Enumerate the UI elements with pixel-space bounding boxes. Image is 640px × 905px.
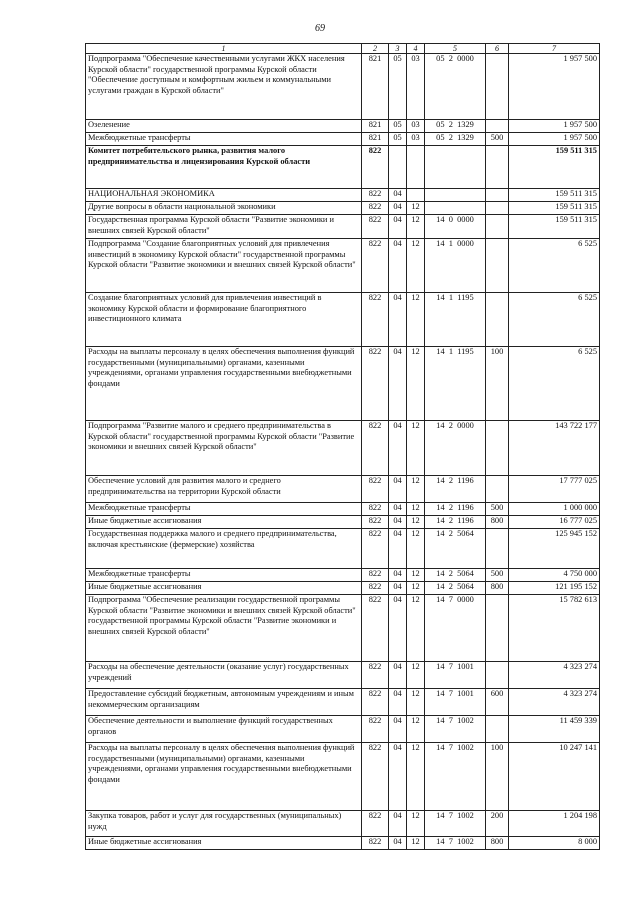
subsection-cell: 12 bbox=[407, 529, 425, 569]
subsection-cell: 12 bbox=[407, 347, 425, 421]
admin-code-cell: 822 bbox=[362, 347, 389, 421]
section-cell: 04 bbox=[389, 516, 407, 529]
row-name-cell: Государственная поддержка малого и среднего предпринимательства, включая крестьянские (фермерские) хозяйства bbox=[86, 529, 362, 569]
row-name-cell: Обеспечение деятельности и выполнение функций государственных органов bbox=[86, 716, 362, 743]
table-row bbox=[86, 529, 600, 569]
expense-type-cell bbox=[486, 120, 509, 133]
row-name-cell: Подпрограмма "Создание благоприятных условий для привлечения инвестиций в экономику Курской области" государственной программы Курской области "Развитие экономики и внешних связей Курской области" bbox=[86, 239, 362, 293]
amount-cell: 11 459 339 bbox=[509, 716, 600, 743]
admin-code-cell: 822 bbox=[362, 569, 389, 582]
target-article-cell: 14 7 1002 bbox=[425, 716, 486, 743]
subsection-cell: 03 bbox=[407, 54, 425, 120]
subsection-cell bbox=[407, 146, 425, 189]
target-article-cell bbox=[425, 202, 486, 215]
admin-code-cell: 822 bbox=[362, 716, 389, 743]
subsection-cell: 03 bbox=[407, 120, 425, 133]
expense-type-cell bbox=[486, 662, 509, 689]
subsection-cell: 12 bbox=[407, 716, 425, 743]
subsection-cell: 12 bbox=[407, 595, 425, 662]
amount-cell: 143 722 177 bbox=[509, 421, 600, 476]
section-cell: 04 bbox=[389, 662, 407, 689]
amount-cell: 159 511 315 bbox=[509, 202, 600, 215]
amount-cell: 6 525 bbox=[509, 347, 600, 421]
section-cell: 04 bbox=[389, 215, 407, 239]
section-cell: 04 bbox=[389, 743, 407, 811]
table-row bbox=[86, 582, 600, 595]
row-name-cell: Иные бюджетные ассигнования bbox=[86, 516, 362, 529]
subsection-cell: 12 bbox=[407, 837, 425, 850]
target-article-cell bbox=[425, 189, 486, 202]
row-name-cell: Иные бюджетные ассигнования bbox=[86, 582, 362, 595]
target-article-cell: 14 2 5064 bbox=[425, 529, 486, 569]
admin-code-cell: 822 bbox=[362, 421, 389, 476]
row-name-cell: Межбюджетные трансферты bbox=[86, 133, 362, 146]
section-cell: 04 bbox=[389, 239, 407, 293]
section-cell: 04 bbox=[389, 421, 407, 476]
amount-cell: 1 957 500 bbox=[509, 54, 600, 120]
subsection-cell: 12 bbox=[407, 516, 425, 529]
row-name-cell: Озеленение bbox=[86, 120, 362, 133]
admin-code-cell: 822 bbox=[362, 293, 389, 347]
expense-type-cell: 500 bbox=[486, 569, 509, 582]
amount-cell: 4 323 274 bbox=[509, 662, 600, 689]
target-article-cell: 14 0 0000 bbox=[425, 215, 486, 239]
subsection-cell: 12 bbox=[407, 215, 425, 239]
section-cell: 04 bbox=[389, 347, 407, 421]
expense-type-cell bbox=[486, 476, 509, 503]
admin-code-cell: 822 bbox=[362, 811, 389, 837]
row-name-cell: Иные бюджетные ассигнования bbox=[86, 837, 362, 850]
admin-code-cell: 822 bbox=[362, 202, 389, 215]
admin-code-cell: 822 bbox=[362, 662, 389, 689]
section-cell: 04 bbox=[389, 569, 407, 582]
header-cell: 3 bbox=[389, 44, 407, 54]
section-cell bbox=[389, 146, 407, 189]
section-cell: 04 bbox=[389, 595, 407, 662]
table-row bbox=[86, 837, 600, 850]
row-name-cell: Подпрограмма "Обеспечение качественными услугами ЖКХ населения Курской области" государственной программы Курской области "Обеспечение доступным и комфортным жильем и коммунальными услугами граждан в Курской области" bbox=[86, 54, 362, 120]
target-article-cell: 14 2 1196 bbox=[425, 503, 486, 516]
expense-type-cell bbox=[486, 215, 509, 239]
target-article-cell: 14 2 0000 bbox=[425, 421, 486, 476]
section-cell: 05 bbox=[389, 54, 407, 120]
expense-type-cell bbox=[486, 421, 509, 476]
target-article-cell: 14 7 1001 bbox=[425, 662, 486, 689]
subsection-cell: 12 bbox=[407, 743, 425, 811]
admin-code-cell: 822 bbox=[362, 595, 389, 662]
table-row bbox=[86, 133, 600, 146]
section-cell: 04 bbox=[389, 503, 407, 516]
header-cell: 6 bbox=[486, 44, 509, 54]
table-row bbox=[86, 54, 600, 120]
expense-type-cell bbox=[486, 716, 509, 743]
target-article-cell: 05 2 1329 bbox=[425, 133, 486, 146]
table-row bbox=[86, 146, 600, 189]
admin-code-cell: 821 bbox=[362, 54, 389, 120]
section-cell: 04 bbox=[389, 689, 407, 716]
amount-cell: 1 204 198 bbox=[509, 811, 600, 837]
expense-type-cell bbox=[486, 529, 509, 569]
table-header bbox=[86, 44, 600, 54]
table-row bbox=[86, 595, 600, 662]
expense-type-cell bbox=[486, 54, 509, 120]
subsection-cell bbox=[407, 189, 425, 202]
row-name-cell: Подпрограмма "Обеспечение реализации государственной программы Курской области "Развитие экономики и внешних связей Курской области" государственной программы Курской области "Развитие экономики и внешних связей Курской области" bbox=[86, 595, 362, 662]
amount-cell: 125 945 152 bbox=[509, 529, 600, 569]
table-row bbox=[86, 239, 600, 293]
table-row bbox=[86, 743, 600, 811]
target-article-cell bbox=[425, 146, 486, 189]
subsection-cell: 12 bbox=[407, 293, 425, 347]
amount-cell: 6 525 bbox=[509, 239, 600, 293]
amount-cell: 121 195 152 bbox=[509, 582, 600, 595]
section-cell: 05 bbox=[389, 120, 407, 133]
target-article-cell: 05 2 1329 bbox=[425, 120, 486, 133]
section-cell: 04 bbox=[389, 529, 407, 569]
target-article-cell: 14 2 1196 bbox=[425, 516, 486, 529]
target-article-cell: 14 7 0000 bbox=[425, 595, 486, 662]
admin-code-cell: 822 bbox=[362, 146, 389, 189]
table-row bbox=[86, 189, 600, 202]
row-name-cell: Государственная программа Курской области "Развитие экономики и внешних связей Курской области" bbox=[86, 215, 362, 239]
subsection-cell: 12 bbox=[407, 582, 425, 595]
expense-type-cell: 200 bbox=[486, 811, 509, 837]
amount-cell: 8 000 bbox=[509, 837, 600, 850]
admin-code-cell: 822 bbox=[362, 476, 389, 503]
admin-code-cell: 822 bbox=[362, 837, 389, 850]
subsection-cell: 12 bbox=[407, 569, 425, 582]
admin-code-cell: 822 bbox=[362, 516, 389, 529]
table-row bbox=[86, 215, 600, 239]
table-row bbox=[86, 347, 600, 421]
target-article-cell: 14 1 1195 bbox=[425, 293, 486, 347]
table-row bbox=[86, 716, 600, 743]
header-cell: 5 bbox=[425, 44, 486, 54]
section-cell: 05 bbox=[389, 133, 407, 146]
amount-cell: 4 323 274 bbox=[509, 689, 600, 716]
row-name-cell: Обеспечение условий для развития малого и среднего предпринимательства на территории Курской области bbox=[86, 476, 362, 503]
amount-cell: 10 247 141 bbox=[509, 743, 600, 811]
header-cell: 2 bbox=[362, 44, 389, 54]
expense-type-cell bbox=[486, 293, 509, 347]
expense-type-cell: 800 bbox=[486, 516, 509, 529]
target-article-cell: 14 2 5064 bbox=[425, 582, 486, 595]
budget-table bbox=[85, 43, 600, 850]
section-cell: 04 bbox=[389, 202, 407, 215]
section-cell: 04 bbox=[389, 811, 407, 837]
subsection-cell: 03 bbox=[407, 133, 425, 146]
row-name-cell: Межбюджетные трансферты bbox=[86, 503, 362, 516]
subsection-cell: 12 bbox=[407, 476, 425, 503]
page-number: 69 bbox=[315, 23, 325, 34]
subsection-cell: 12 bbox=[407, 689, 425, 716]
expense-type-cell: 500 bbox=[486, 503, 509, 516]
amount-cell: 6 525 bbox=[509, 293, 600, 347]
admin-code-cell: 822 bbox=[362, 189, 389, 202]
expense-type-cell bbox=[486, 595, 509, 662]
expense-type-cell: 100 bbox=[486, 347, 509, 421]
amount-cell: 159 511 315 bbox=[509, 215, 600, 239]
target-article-cell: 14 7 1001 bbox=[425, 689, 486, 716]
admin-code-cell: 822 bbox=[362, 239, 389, 293]
section-cell: 04 bbox=[389, 582, 407, 595]
admin-code-cell: 822 bbox=[362, 582, 389, 595]
table-body bbox=[86, 54, 600, 850]
admin-code-cell: 821 bbox=[362, 133, 389, 146]
expense-type-cell bbox=[486, 146, 509, 189]
amount-cell: 159 511 315 bbox=[509, 146, 600, 189]
row-name-cell: НАЦИОНАЛЬНАЯ ЭКОНОМИКА bbox=[86, 189, 362, 202]
expense-type-cell: 800 bbox=[486, 837, 509, 850]
table-row bbox=[86, 476, 600, 503]
section-cell: 04 bbox=[389, 716, 407, 743]
target-article-cell: 14 7 1002 bbox=[425, 837, 486, 850]
row-name-cell: Создание благоприятных условий для привлечения инвестиций в экономику Курской области и формирование благоприятного инвестиционного климата bbox=[86, 293, 362, 347]
row-name-cell: Межбюджетные трансферты bbox=[86, 569, 362, 582]
expense-type-cell: 600 bbox=[486, 689, 509, 716]
row-name-cell: Подпрограмма "Развитие малого и среднего предпринимательства в Курской области" государственной программы Курской области "Развитие экономики и внешних связей Курской области" bbox=[86, 421, 362, 476]
header-cell: 4 bbox=[407, 44, 425, 54]
target-article-cell: 14 2 1196 bbox=[425, 476, 486, 503]
row-name-cell: Закупка товаров, работ и услуг для государственных (муниципальных) нужд bbox=[86, 811, 362, 837]
expense-type-cell bbox=[486, 202, 509, 215]
section-cell: 04 bbox=[389, 293, 407, 347]
amount-cell: 1 000 000 bbox=[509, 503, 600, 516]
expense-type-cell bbox=[486, 239, 509, 293]
table-row bbox=[86, 689, 600, 716]
table-row bbox=[86, 662, 600, 689]
admin-code-cell: 822 bbox=[362, 503, 389, 516]
subsection-cell: 12 bbox=[407, 503, 425, 516]
amount-cell: 4 750 000 bbox=[509, 569, 600, 582]
subsection-cell: 12 bbox=[407, 662, 425, 689]
target-article-cell: 14 2 5064 bbox=[425, 569, 486, 582]
admin-code-cell: 821 bbox=[362, 120, 389, 133]
target-article-cell: 05 2 0000 bbox=[425, 54, 486, 120]
amount-cell: 1 957 500 bbox=[509, 133, 600, 146]
row-name-cell: Расходы на выплаты персоналу в целях обеспечения выполнения функций государственными (муниципальными) органами, казенными учреждениями, органами управления государственными внебюджетными фондами bbox=[86, 347, 362, 421]
subsection-cell: 12 bbox=[407, 202, 425, 215]
expense-type-cell: 100 bbox=[486, 743, 509, 811]
target-article-cell: 14 1 1195 bbox=[425, 347, 486, 421]
amount-cell: 159 511 315 bbox=[509, 189, 600, 202]
expense-type-cell: 500 bbox=[486, 133, 509, 146]
header-row bbox=[86, 44, 600, 54]
table-row bbox=[86, 421, 600, 476]
section-cell: 04 bbox=[389, 837, 407, 850]
amount-cell: 17 777 025 bbox=[509, 476, 600, 503]
row-name-cell: Комитет потребительского рынка, развития малого предпринимательства и лицензирования Курской области bbox=[86, 146, 362, 189]
row-name-cell: Расходы на обеспечение деятельности (оказание услуг) государственных учреждений bbox=[86, 662, 362, 689]
header-cell: 7 bbox=[509, 44, 600, 54]
subsection-cell: 12 bbox=[407, 239, 425, 293]
subsection-cell: 12 bbox=[407, 421, 425, 476]
admin-code-cell: 822 bbox=[362, 215, 389, 239]
amount-cell: 1 957 500 bbox=[509, 120, 600, 133]
table-row bbox=[86, 811, 600, 837]
section-cell: 04 bbox=[389, 189, 407, 202]
table-row bbox=[86, 516, 600, 529]
table-row bbox=[86, 569, 600, 582]
subsection-cell: 12 bbox=[407, 811, 425, 837]
table-row bbox=[86, 202, 600, 215]
admin-code-cell: 822 bbox=[362, 689, 389, 716]
amount-cell: 16 777 025 bbox=[509, 516, 600, 529]
row-name-cell: Расходы на выплаты персоналу в целях обеспечения выполнения функций государственными (муниципальными) органами, казенными учреждениями, органами управления государственными внебюджетными фондами bbox=[86, 743, 362, 811]
expense-type-cell: 800 bbox=[486, 582, 509, 595]
target-article-cell: 14 1 0000 bbox=[425, 239, 486, 293]
row-name-cell: Предоставление субсидий бюджетным, автономным учреждениям и иным некоммерческим организациям bbox=[86, 689, 362, 716]
amount-cell: 15 782 613 bbox=[509, 595, 600, 662]
table-row bbox=[86, 293, 600, 347]
header-cell: 1 bbox=[86, 44, 362, 54]
expense-type-cell bbox=[486, 189, 509, 202]
admin-code-cell: 822 bbox=[362, 743, 389, 811]
row-name-cell: Другие вопросы в области национальной экономики bbox=[86, 202, 362, 215]
target-article-cell: 14 7 1002 bbox=[425, 811, 486, 837]
admin-code-cell: 822 bbox=[362, 529, 389, 569]
table-row bbox=[86, 120, 600, 133]
target-article-cell: 14 7 1002 bbox=[425, 743, 486, 811]
section-cell: 04 bbox=[389, 476, 407, 503]
table-row bbox=[86, 503, 600, 516]
